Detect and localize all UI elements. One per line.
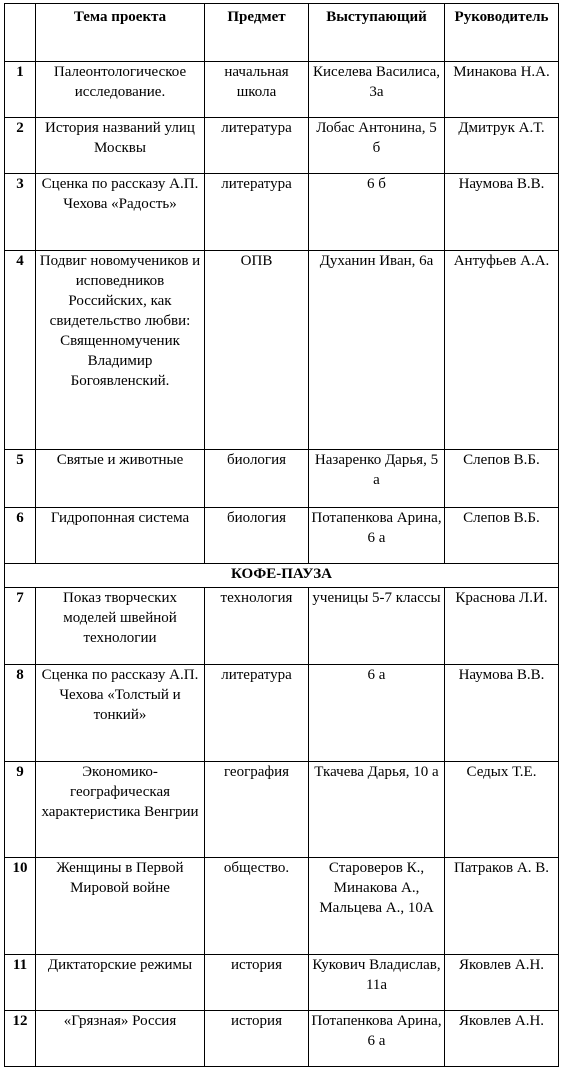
row-number: 3 [5, 174, 36, 251]
row-number: 4 [5, 251, 36, 450]
supervisor: Яковлев А.Н. [445, 955, 559, 1011]
speaker: Потапенкова Арина, 6 а [309, 508, 445, 564]
project-topic: Показ творческих моделей швейной технологии [36, 588, 205, 665]
table-row [5, 118, 559, 174]
project-topic: Сценка по рассказу А.П. Чехова «Радость» [36, 174, 205, 251]
subject: биология [205, 508, 309, 564]
row-number: 1 [5, 62, 36, 118]
subject: литература [205, 118, 309, 174]
speaker: ученицы 5-7 классы [309, 588, 445, 665]
row-number: 5 [5, 450, 36, 508]
row-number: 2 [5, 118, 36, 174]
row-number: 11 [5, 955, 36, 1011]
speaker: 6 б [309, 174, 445, 251]
table-row [5, 762, 559, 858]
header-subject: Предмет [205, 4, 309, 62]
supervisor: Яковлев А.Н. [445, 1011, 559, 1067]
project-topic: Палеонтологическое исследование. [36, 62, 205, 118]
row-number: 7 [5, 588, 36, 665]
speaker: Киселева Василиса, 3а [309, 62, 445, 118]
table-row [5, 588, 559, 665]
speaker: Духанин Иван, 6а [309, 251, 445, 450]
supervisor: Наумова В.В. [445, 665, 559, 762]
subject: литература [205, 174, 309, 251]
subject: география [205, 762, 309, 858]
subject: начальная школа [205, 62, 309, 118]
header-num [5, 4, 36, 62]
table-row [5, 665, 559, 762]
header-row [5, 4, 559, 62]
row-number: 9 [5, 762, 36, 858]
coffee-break-row [5, 564, 559, 588]
subject: история [205, 955, 309, 1011]
header-speaker: Выступающий [309, 4, 445, 62]
supervisor: Слепов В.Б. [445, 450, 559, 508]
speaker: Староверов К., Минакова А., Мальцева А., 10А [309, 858, 445, 955]
table-row [5, 1011, 559, 1067]
coffee-break-label: КОФЕ-ПАУЗА [5, 564, 559, 588]
project-topic: Экономико-географическая характеристика Венгрии [36, 762, 205, 858]
header-topic: Тема проекта [36, 4, 205, 62]
project-topic: «Грязная» Россия [36, 1011, 205, 1067]
subject: литература [205, 665, 309, 762]
subject: ОПВ [205, 251, 309, 450]
supervisor: Седых Т.Е. [445, 762, 559, 858]
speaker: Кукович Владислав, 11а [309, 955, 445, 1011]
header-supervisor: Руководитель [445, 4, 559, 62]
row-number: 12 [5, 1011, 36, 1067]
project-topic: Святые и животные [36, 450, 205, 508]
table-row [5, 62, 559, 118]
supervisor: Краснова Л.И. [445, 588, 559, 665]
project-topic: История названий улиц Москвы [36, 118, 205, 174]
speaker: Потапенкова Арина, 6 а [309, 1011, 445, 1067]
supervisor: Дмитрук А.Т. [445, 118, 559, 174]
row-number: 6 [5, 508, 36, 564]
speaker: Назаренко Дарья, 5 а [309, 450, 445, 508]
project-topic: Подвиг новомучеников и исповедников Российских, как свидетельство любви: Священномученик Владимир Богоявленский. [36, 251, 205, 450]
project-topic: Женщины в Первой Мировой войне [36, 858, 205, 955]
table-row [5, 858, 559, 955]
table-row [5, 251, 559, 450]
table-row [5, 955, 559, 1011]
project-topic: Гидропонная система [36, 508, 205, 564]
supervisor: Патраков А. В. [445, 858, 559, 955]
subject: история [205, 1011, 309, 1067]
table-row [5, 508, 559, 564]
supervisor: Слепов В.Б. [445, 508, 559, 564]
row-number: 10 [5, 858, 36, 955]
row-number: 8 [5, 665, 36, 762]
table-row [5, 174, 559, 251]
supervisor: Минакова Н.А. [445, 62, 559, 118]
supervisor: Антуфьев А.А. [445, 251, 559, 450]
subject: технология [205, 588, 309, 665]
project-topic: Диктаторские режимы [36, 955, 205, 1011]
schedule-table [4, 3, 559, 1067]
subject: общество. [205, 858, 309, 955]
supervisor: Наумова В.В. [445, 174, 559, 251]
speaker: Ткачева Дарья, 10 а [309, 762, 445, 858]
project-topic: Сценка по рассказу А.П. Чехова «Толстый и тонкий» [36, 665, 205, 762]
speaker: 6 а [309, 665, 445, 762]
subject: биология [205, 450, 309, 508]
speaker: Лобас Антонина, 5 б [309, 118, 445, 174]
table-row [5, 450, 559, 508]
